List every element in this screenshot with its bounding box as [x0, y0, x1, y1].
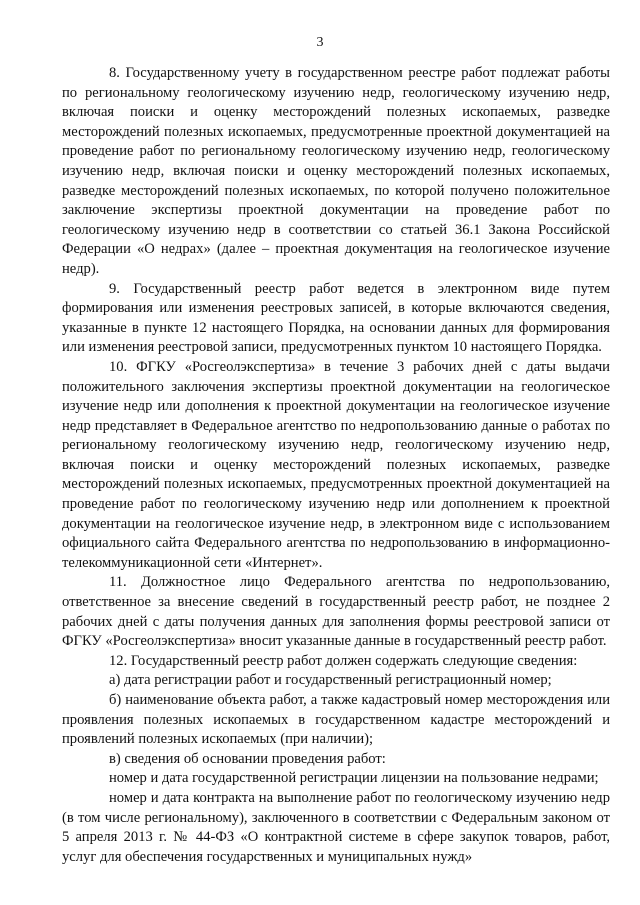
paragraph-12: 12. Государственный реестр работ должен содержать следующие сведения: — [109, 652, 578, 669]
paragraph-8: 8. Государственному учету в государственном реестре работ подлежат работы по региональному геологическому изучению недр, геологическому изучению недр, включая поиски и оценку месторождений полезных ископаемых, разведке месторождений полезных ископаемых, предусмотренные проектной документацией на проведение работ по региональному геологическому изучению недр, геологическому изучению недр, включая поиски и оценку месторождений полезных ископаемых, разведке месторождений полезных ископаемых, по которой получено положительное заключение экспертизы проектной документации на проведение работ по геологическому изучению недр в соответствии со статьей 36.1 Закона Российской Федерации «О недрах» (далее – проектная документация на геологическое изучение недр). — [62, 65, 610, 277]
paragraph-12-b: б) наименование объекта работ, а также кадастровый номер месторождения или проявления полезных ископаемых в государственном кадастре месторождений и проявлений полезных ископаемых (при наличии); — [62, 692, 610, 748]
document-body — [62, 64, 610, 867]
paragraph-12-a: а) дата регистрации работ и государственный регистрационный номер; — [109, 672, 552, 689]
paragraph-10: 10. ФГКУ «Росгеолэкспертиза» в течение 3 рабочих дней с даты выдачи положительного заключения экспертизы проектной документации на геологическое изучение недр или дополнения к проектной документации на геологическое изучение недр представляет в Федеральное агентство по недропользованию данные о работах по региональному геологическому изучению недр, геологическому изучению недр, включая поиски и оценку месторождений полезных ископаемых, разведке месторождений полезных ископаемых, предусмотренных проектной документацией на проведение работ по геологическому изучению недр или дополнением к проектной документации на геологическое изучение недр, в электронном виде с использованием официального сайта Федерального агентства по недропользованию в информационно-телекоммуникационной сети «Интернет». — [62, 358, 610, 571]
paragraph-12-v: в) сведения об основании проведения работ: — [109, 750, 386, 767]
paragraph-11: 11. Должностное лицо Федерального агентства по недропользованию, ответственное за внесение сведений в государственный реестр работ, не позднее 2 рабочих дней с даты получения данных для заполнения формы реестровой записи от ФГКУ «Росгеолэкспертиза» вносит указанные данные в государственный реестр работ. — [62, 574, 610, 650]
page-number: 3 — [316, 35, 324, 50]
paragraph-12-v-license: номер и дата государственной регистрации лицензии на пользование недрами; — [109, 770, 599, 787]
paragraph-9: 9. Государственный реестр работ ведется в электронном виде путем формирования или изменения реестровых записей, в которые включаются сведения, указанные в пункте 12 настоящего Порядка, на основании данных для формирования или изменения реестровой записи, предусмотренных пунктом 10 настоящего Порядка. — [62, 280, 610, 356]
paragraph-12-v-contract: номер и дата контракта на выполнение работ по геологическому изучению недр (в том числе региональному), заключенного в соответствии с Федеральным законом от 5 апреля 2013 г. № 44-ФЗ «О контрактной системе в сфере закупок товаров, работ, услуг для обеспечения государственных и муниципальных нужд» — [62, 789, 610, 865]
